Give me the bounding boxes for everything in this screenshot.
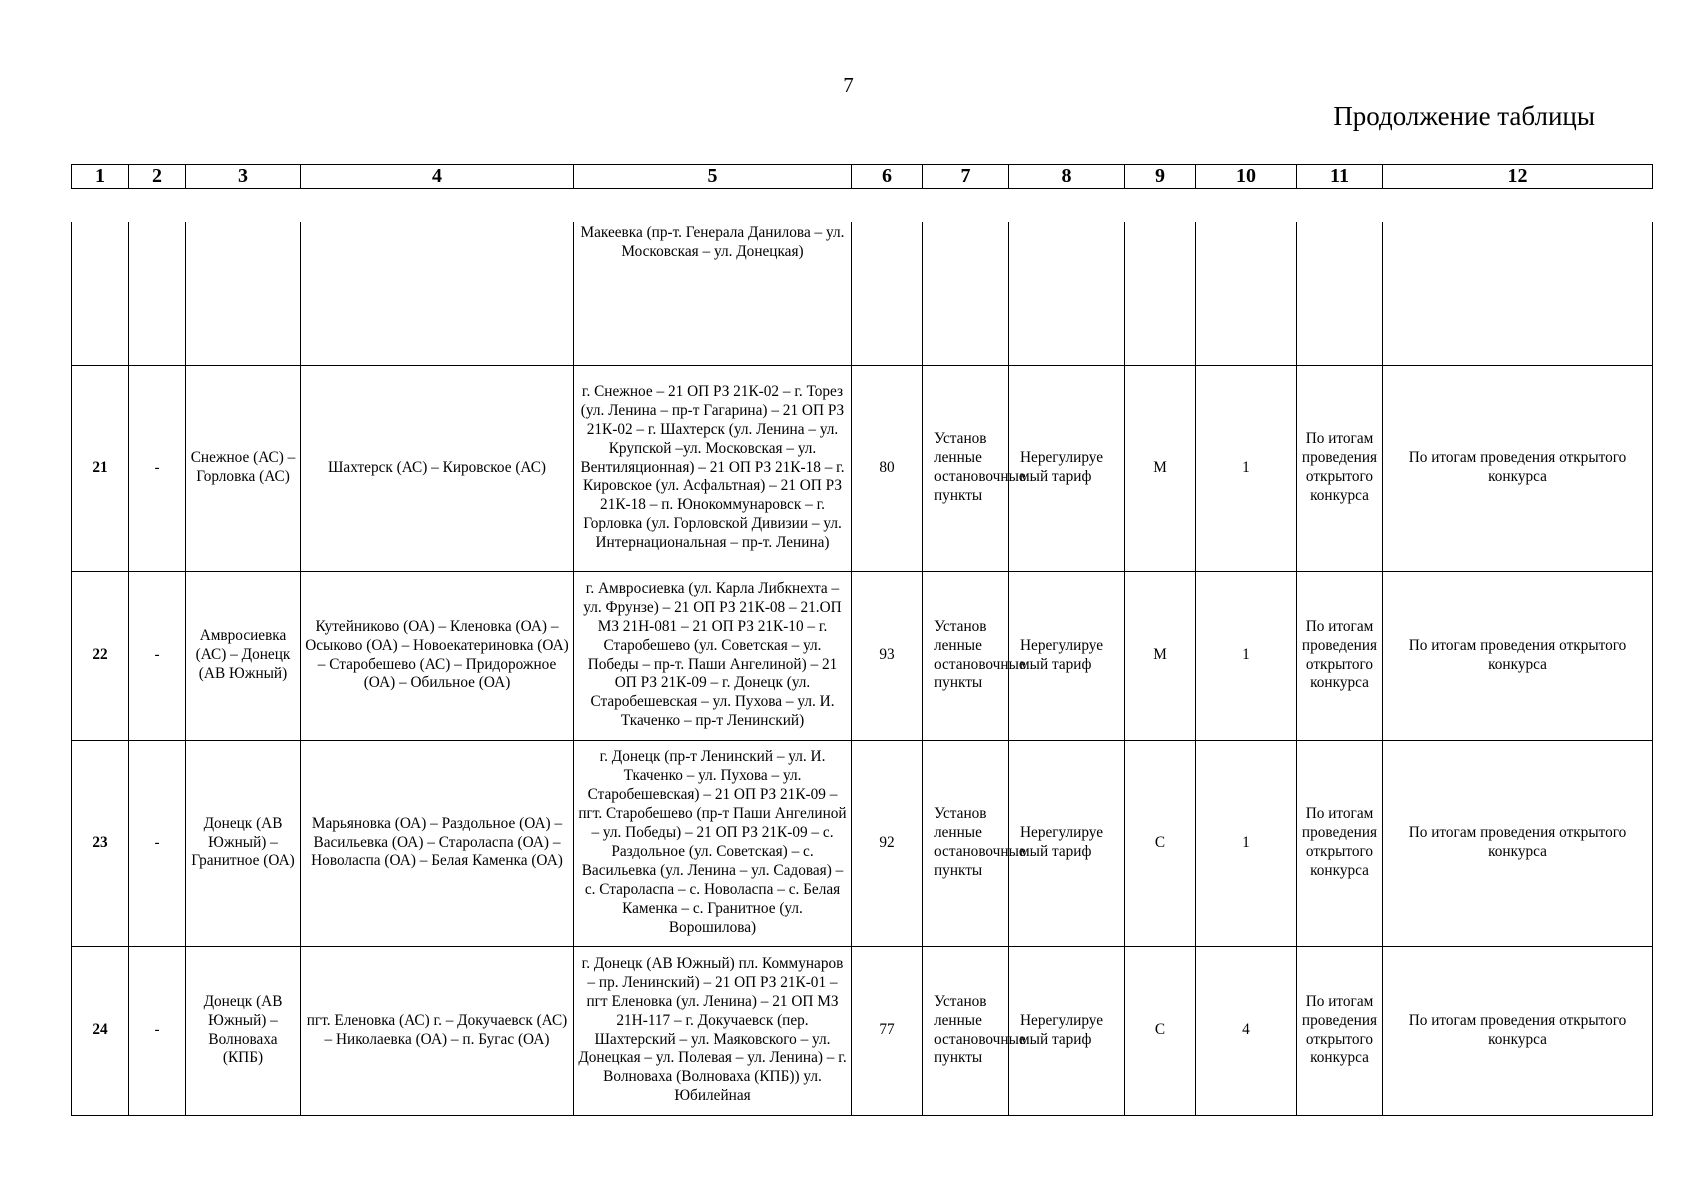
route-path: г. Амвросиевка (ул. Карла Либкнехта – ул. Фрунзе) – 21 ОП РЗ 21К-08 – 21.ОП МЗ 21Н-081 – 21 ОП РЗ 21К-10 – г. Старобешево (ул. Советская – ул. Победы – пр-т. Паши Ангелиной) – 21 ОП РЗ 21К-09 – г. Донецк (ул. Старобешевская – ул. Пухова – ул. И. Ткаченко – пр-т Ленинский) <box>574 571 852 740</box>
column-number-2: 2 <box>129 165 186 189</box>
empty-cell <box>1383 222 1653 365</box>
column-number-5: 5 <box>574 165 852 189</box>
column-number-header <box>71 164 1653 189</box>
column-11-value: По итогам проведения открытого конкурса <box>1297 946 1383 1115</box>
intermediate-stops: Шахтерск (АС) – Кировское (АС) <box>301 365 574 571</box>
continuation-title: Продолжение таблицы <box>1333 101 1595 131</box>
table-row <box>72 571 1653 740</box>
route-name: Снежное (АС) – Горловка (АС) <box>186 365 301 571</box>
table-row <box>72 365 1653 571</box>
row-seq-number: 23 <box>72 740 129 946</box>
tariff: Нерегулируе мый тариф <box>1009 946 1125 1115</box>
row-seq-number: 22 <box>72 571 129 740</box>
row-col2: - <box>129 365 186 571</box>
table-row <box>72 946 1653 1115</box>
empty-cell <box>1196 222 1297 365</box>
empty-cell <box>923 222 1009 365</box>
row-col2: - <box>129 740 186 946</box>
stop-order: Установ ленные остановочные пункты <box>923 571 1009 740</box>
vehicle-count: 1 <box>1196 740 1297 946</box>
header-row <box>72 165 1653 189</box>
routes-table <box>71 222 1653 1116</box>
table-row <box>72 740 1653 946</box>
column-number-7: 7 <box>923 165 1009 189</box>
stop-order: Установ ленные остановочные пункты <box>923 740 1009 946</box>
carried-over-row <box>72 222 1653 365</box>
route-length: 92 <box>852 740 923 946</box>
empty-cell <box>72 222 129 365</box>
carried-route-text: Макеевка (пр-т. Генерала Данилова – ул. Московская – ул. Донецкая) <box>574 222 852 365</box>
vehicle-class: С <box>1125 946 1196 1115</box>
column-12-value: По итогам проведения открытого конкурса <box>1383 365 1653 571</box>
column-number-8: 8 <box>1009 165 1125 189</box>
vehicle-class: М <box>1125 365 1196 571</box>
column-11-value: По итогам проведения открытого конкурса <box>1297 740 1383 946</box>
route-name: Амвросиевка (АС) – Донецк (АВ Южный) <box>186 571 301 740</box>
stop-order: Установ ленные остановочные пункты <box>923 365 1009 571</box>
vehicle-count: 4 <box>1196 946 1297 1115</box>
intermediate-stops: Марьяновка (ОА) – Раздольное (ОА) – Васильевка (ОА) – Староласпа (ОА) – Новоласпа (ОА) – Белая Каменка (ОА) <box>301 740 574 946</box>
route-length: 93 <box>852 571 923 740</box>
empty-cell <box>301 222 574 365</box>
vehicle-class: М <box>1125 571 1196 740</box>
vehicle-class: С <box>1125 740 1196 946</box>
column-12-value: По итогам проведения открытого конкурса <box>1383 740 1653 946</box>
empty-cell <box>852 222 923 365</box>
tariff: Нерегулируе мый тариф <box>1009 740 1125 946</box>
row-seq-number: 21 <box>72 365 129 571</box>
route-name: Донецк (АВ Южный) – Гранитное (ОА) <box>186 740 301 946</box>
column-number-6: 6 <box>852 165 923 189</box>
row-seq-number: 24 <box>72 946 129 1115</box>
empty-cell <box>129 222 186 365</box>
intermediate-stops: пгт. Еленовка (АС) г. – Докучаевск (АС) – Николаевка (ОА) – п. Бугас (ОА) <box>301 946 574 1115</box>
column-11-value: По итогам проведения открытого конкурса <box>1297 571 1383 740</box>
route-path: г. Донецк (АВ Южный) пл. Коммунаров – пр. Ленинский) – 21 ОП РЗ 21К-01 – пгт Еленовка (ул. Ленина) – 21 ОП МЗ 21Н-117 – г. Докучаевск (пер. Шахтерский – ул. Маяковского – ул. Донецкая – ул. Полевая – ул. Ленина) – г. Волноваха (Волноваха (КПБ)) ул. Юбилейная <box>574 946 852 1115</box>
column-number-4: 4 <box>301 165 574 189</box>
column-12-value: По итогам проведения открытого конкурса <box>1383 571 1653 740</box>
column-12-value: По итогам проведения открытого конкурса <box>1383 946 1653 1115</box>
empty-cell <box>1125 222 1196 365</box>
route-length: 77 <box>852 946 923 1115</box>
column-number-3: 3 <box>186 165 301 189</box>
column-number-12: 12 <box>1383 165 1653 189</box>
tariff: Нерегулируе мый тариф <box>1009 571 1125 740</box>
row-col2: - <box>129 946 186 1115</box>
route-name: Донецк (АВ Южный) – Волноваха (КПБ) <box>186 946 301 1115</box>
tariff: Нерегулируе мый тариф <box>1009 365 1125 571</box>
page-number: 7 <box>843 73 854 97</box>
route-path: г. Донецк (пр-т Ленинский – ул. И. Ткаченко – ул. Пухова – ул. Старобешевская) – 21 ОП РЗ 21К-09 – пгт. Старобешево (пр-т Паши Ангелиной – ул. Победы) – 21 ОП РЗ 21К-09 – с. Раздольное (ул. Советская) – с. Васильевка (ул. Ленина – ул. Садовая) – с. Староласпа – с. Новоласпа – с. Белая Каменка – с. Гранитное (ул. Ворошилова) <box>574 740 852 946</box>
row-col2: - <box>129 571 186 740</box>
route-path: г. Снежное – 21 ОП РЗ 21К-02 – г. Торез (ул. Ленина – пр-т Гагарина) – 21 ОП РЗ 21К-02 – г. Шахтерск (ул. Ленина – ул. Крупской –ул. Московская – ул. Вентиляционная) – 21 ОП РЗ 21К-18 – г. Кировское (ул. Асфальтная) – 21 ОП РЗ 21К-18 – п. Юнокоммунаровск – г. Горловка (ул. Горловской Дивизии – ул. Интернациональная – пр-т. Ленина) <box>574 365 852 571</box>
vehicle-count: 1 <box>1196 365 1297 571</box>
vehicle-count: 1 <box>1196 571 1297 740</box>
route-length: 80 <box>852 365 923 571</box>
column-number-11: 11 <box>1297 165 1383 189</box>
intermediate-stops: Кутейниково (ОА) – Кленовка (ОА) – Осыково (ОА) – Новоекатериновка (ОА) – Старобешево (АС) – Придорожное (ОА) – Обильное (ОА) <box>301 571 574 740</box>
stop-order: Установ ленные остановочные пункты <box>923 946 1009 1115</box>
column-number-1: 1 <box>72 165 129 189</box>
column-11-value: По итогам проведения открытого конкурса <box>1297 365 1383 571</box>
column-number-9: 9 <box>1125 165 1196 189</box>
empty-cell <box>1009 222 1125 365</box>
column-number-10: 10 <box>1196 165 1297 189</box>
empty-cell <box>1297 222 1383 365</box>
empty-cell <box>186 222 301 365</box>
